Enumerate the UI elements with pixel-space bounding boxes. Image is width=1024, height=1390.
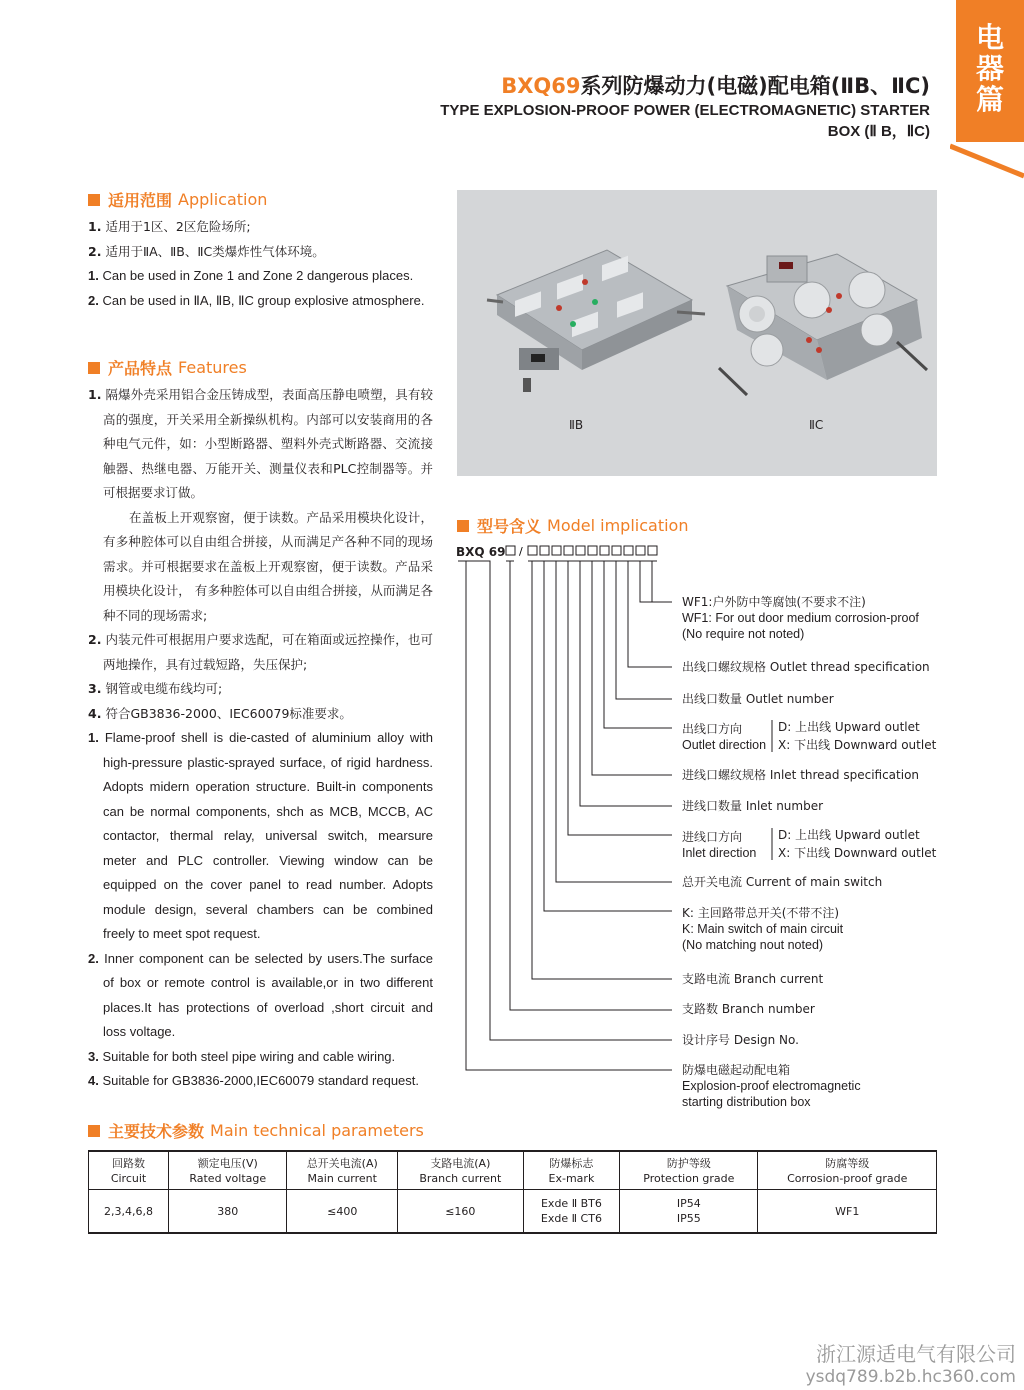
list-item: 1. 隔爆外壳采用铝合金压铸成型，表面高压静电喷塑，具有较高的强度，开关采用全新操纵机构。内部可以安装商用的各种电气元件，如：小型断路器、塑料外壳式断路器、交流接触器、热继电器、万能开关、测量仪表和PLC控制器等。并可根据要求订做。 (88, 387, 433, 500)
model-item-box-type: 防爆电磁起动配电箱 Explosion-proof electromagnetic starting distribution box (682, 1063, 861, 1109)
model-item-outlet-thread: 出线口螺纹规格 Outlet thread specification (682, 660, 930, 674)
col-main-current: 总开关电流(A) Main current (287, 1151, 398, 1190)
list-item: 3. 钢管或电缆布线均可; (88, 681, 223, 696)
model-item-inlet-direction: 进线口方向 Inlet direction (682, 830, 757, 860)
title-cn: 系列防爆动力(电磁)配电箱(ⅡB、ⅡC) (580, 74, 930, 98)
tech-heading-cn: 主要技术参数 (108, 1122, 205, 1141)
col-corrosion-grade: 防腐等级 Corrosion-proof grade (758, 1151, 937, 1190)
watermark-company: 浙江源适电气有限公司 (816, 1342, 1016, 1366)
tech-heading (88, 1119, 424, 1142)
list-item: 4. Suitable for GB3836-2000,IEC60079 standard request. (88, 1073, 420, 1088)
col-rated-voltage: 额定电压(V) Rated voltage (169, 1151, 287, 1190)
cell-corrosion-grade: WF1 (758, 1190, 937, 1234)
col-protection-grade: 防护等级 Protection grade (620, 1151, 758, 1190)
features-heading-en: Features (178, 358, 247, 377)
model-item-outlet-number: 出线口数量 Outlet number (682, 692, 834, 706)
category-char-1: 电 (975, 21, 1004, 54)
features-heading-cn: 产品特点 (108, 359, 173, 378)
inlet-direction-options: D: 上出线 Upward outlet X: 下出线 Downward outlet (778, 828, 937, 860)
model-item-wf1: WF1:户外防中等腐蚀(不要求不注) WF1: For out door medium corrosion-proof (No require not noted) (682, 595, 919, 641)
tech-heading-en: Main technical parameters (210, 1121, 424, 1140)
list-item: 1. Flame-proof shell is die-casted of aluminium alloy with high-pressure plastic-sprayed surface, of rigid hardness. Adopts midern operation structure. Built-in components can be normal components, shch as MCB, MCCB, AC contactor, thermal relay, universal switch, mearsure meter and PLC controller. Viewing window can be equipped on the cover panel to read number. Adopts module design, several chambers can be combined freely to meet spot request. (88, 730, 433, 941)
cell-ex-mark: Exde Ⅱ BT6 Exde Ⅱ CT6 (523, 1190, 620, 1234)
list-item: 在盖板上开观察窗，便于读数。产品采用模块化设计，有多种腔体可以自由组合拼接，从而满足产各种不同的现场需求。并可根据要求在盖板上开观察窗，便于读数。产品采用模块化设计， 有多种腔体可以自由组合拼接，从而满足各种不同的现场需求; (103, 509, 433, 623)
list-item: 3. Suitable for both steel pipe wiring and cable wiring. (88, 1048, 396, 1064)
model-item-main-switch: K: 主回路带总开关(不带不注) K: Main switch of main circuit (No matching nout noted) (682, 906, 844, 952)
outlet-direction-options: D: 上出线 Upward outlet X: 下出线 Downward outlet (778, 720, 937, 752)
col-ex-mark: 防爆标志 Ex-mark (523, 1151, 620, 1190)
photo-label-iib: ⅡB (569, 418, 584, 432)
category-char-2: 器 (975, 52, 1004, 85)
watermark-url: ysdq789.b2b.hc360.com (805, 1367, 1016, 1387)
category-char-3: 篇 (975, 83, 1004, 116)
model-item-branch-current: 支路电流 Branch current (682, 972, 824, 986)
model-item-inlet-number: 进线口数量 Inlet number (682, 799, 824, 813)
list-item: 1. 适用于1区、2区危险场所; (88, 219, 251, 234)
svg-text:/: / (519, 545, 523, 558)
col-branch-current: 支路电流(A) Branch current (398, 1151, 524, 1190)
cell-main-current: ≤400 (287, 1190, 398, 1234)
list-item: 2. 适用于ⅡA、ⅡB、ⅡC类爆炸性气体环境。 (88, 243, 325, 259)
model-name: BXQ69 (501, 74, 581, 98)
title-en-line1: TYPE EXPLOSION-PROOF POWER (ELECTROMAGNETIC) STARTER (440, 102, 930, 119)
model-item-main-switch-current: 总开关电流 Current of main switch (682, 875, 883, 889)
model-heading-en: Model implication (547, 516, 689, 535)
list-item: 1. Can be used in Zone 1 and Zone 2 dangerous places. (88, 268, 414, 283)
list-item: 2. Inner component can be selected by users.The surface of box or remote control is available,or in two different places.It has protections of overload ,short circuit and loss voltage. (88, 950, 433, 1039)
title-en-line2: BOX (Ⅱ B，ⅡC) (827, 123, 930, 140)
bullet-square-icon (88, 1125, 100, 1137)
watermark (806, 1343, 1016, 1389)
cell-protection-grade: IP54 IP55 (620, 1190, 758, 1234)
application-heading-en: Application (178, 190, 268, 209)
photo-label-iic: ⅡC (809, 418, 824, 432)
list-item: 4. 符合GB3836-2000、IEC60079标准要求。 (88, 705, 352, 721)
model-code-prefix: BXQ 69 (456, 545, 506, 559)
cell-rated-voltage: 380 (169, 1190, 287, 1234)
model-heading-cn: 型号含义 (477, 517, 542, 536)
model-item-design-no: 设计序号 Design No. (682, 1033, 799, 1047)
application-heading-cn: 适用范围 (108, 191, 173, 210)
table-header-row (89, 1151, 937, 1190)
table-row (89, 1190, 937, 1234)
cell-branch-current: ≤160 (398, 1190, 524, 1234)
model-item-outlet-direction: 出线口方向 Outlet direction (682, 722, 767, 752)
model-item-inlet-thread: 进线口螺纹规格 Inlet thread specification (682, 768, 920, 782)
list-item: 2. Can be used in ⅡA, ⅡB, ⅡC group explosive atmosphere. (88, 292, 425, 308)
list-item: 2. 内装元件可根据用户要求选配，可在箱面或远控操作，也可两地操作，具有过载短路，失压保护; (88, 632, 433, 672)
model-item-branch-number: 支路数 Branch number (682, 1002, 815, 1016)
cell-circuit: 2,3,4,6,8 (89, 1190, 169, 1234)
tech-params-table (88, 1150, 937, 1234)
col-circuit: 回路数 Circuit (89, 1151, 169, 1190)
